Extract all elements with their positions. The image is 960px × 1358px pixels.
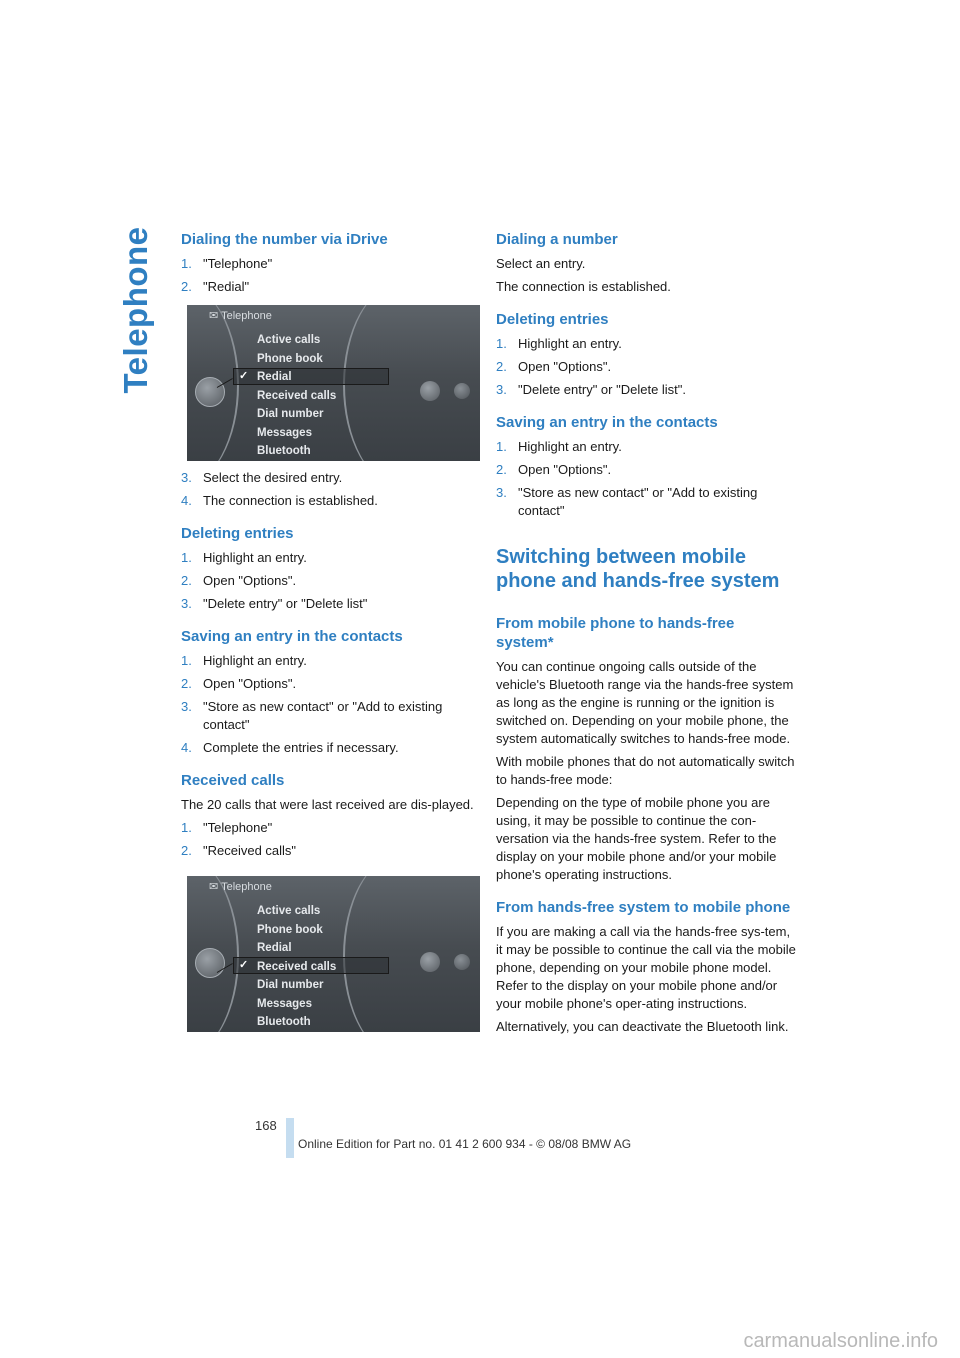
controller-knob-icon — [195, 948, 225, 978]
paragraph: Depending on the type of mobile phone you are using, it may be possible to continue the con-versation via the hands-free system. Refer to the display on your mobile phone and/or your mobile phone's operating instructions. — [496, 795, 777, 882]
dial-steps-a — [181, 255, 481, 296]
knob-icon — [454, 383, 470, 399]
list-item: 1. "Telephone" — [181, 256, 273, 271]
list-item: 1. Highlight an entry. — [181, 550, 307, 565]
heading-deleting-entries: Deleting entries — [181, 525, 294, 542]
list-item: 3. "Store as new contact" or "Add to existing contact" — [181, 699, 443, 732]
list-item: 1. Highlight an entry. — [496, 439, 622, 454]
right-column — [496, 230, 796, 1041]
heading-received-calls: Received calls — [181, 772, 285, 789]
idrive-screen-received-calls — [187, 876, 480, 1032]
menu-item: Redial — [257, 371, 292, 383]
check-icon: ✓ — [239, 959, 249, 971]
list-item: 2. Open "Options". — [496, 359, 612, 374]
list-item: 3. Select the desired entry. — [181, 470, 343, 485]
knob-icon — [454, 954, 470, 970]
menu-item: Bluetooth — [257, 1016, 311, 1028]
list-item: 1. "Telephone" — [181, 820, 273, 835]
edition-text: Online Edition for Part no. 01 41 2 600 934 - © 08/08 BMW AG — [298, 1137, 632, 1151]
knob-icon — [420, 381, 440, 401]
heading-switching: Switching between mobile phone and hands-free system — [496, 546, 780, 592]
delete-steps — [181, 549, 481, 613]
watermark: carmanualsonline.info — [743, 1330, 938, 1352]
list-item: 2. "Received calls" — [181, 843, 297, 858]
menu-item: Redial — [257, 942, 292, 954]
knob-icon — [420, 952, 440, 972]
list-item: 1. Highlight an entry. — [496, 336, 622, 351]
menu-item: Messages — [257, 426, 312, 439]
paragraph: If you are making a call via the hands-free sys-tem, it may be possible to continue the call via the mobile phone, depending on your mobile phone model. Refer to the display on your mobile phone and/or your mobile phone's oper-ating instructions. — [496, 924, 796, 1011]
heading-saving-entry: Saving an entry in the contacts — [181, 628, 403, 645]
menu-item: Active calls — [257, 334, 321, 346]
controller-knob-icon — [195, 377, 225, 407]
list-item: 4. The connection is established. — [181, 493, 378, 508]
screen-menu — [257, 902, 336, 1032]
footer-bar — [286, 1118, 294, 1158]
menu-item: Messages — [257, 997, 312, 1010]
list-item: 3. "Store as new contact" or "Add to existing contact" — [496, 485, 758, 518]
list-item: 1. Highlight an entry. — [181, 653, 307, 668]
paragraph: The connection is established. — [496, 279, 671, 294]
list-item: 4. Complete the entries if necessary. — [181, 740, 399, 755]
received-steps — [181, 819, 481, 860]
check-icon: ✓ — [239, 370, 249, 382]
list-item: 2. Open "Options". — [496, 462, 612, 477]
page-number: 168 — [255, 1118, 277, 1133]
save-steps — [496, 438, 796, 520]
screen-title: ✉︎ Telephone — [209, 310, 272, 322]
heading-dialing-number: Dialing a number — [496, 231, 618, 248]
menu-item: Received calls — [257, 389, 337, 402]
heading-deleting-entries: Deleting entries — [496, 311, 609, 328]
menu-item: Received calls — [257, 960, 337, 973]
section-tab — [116, 226, 156, 394]
list-item: 3. "Delete entry" or "Delete list". — [496, 382, 687, 397]
heading-handsfree-to-mobile: From hands-free system to mobile phone — [496, 899, 791, 916]
idrive-screen-redial — [187, 305, 480, 461]
screen-menu — [257, 331, 336, 461]
paragraph: Alternatively, you can deactivate the Bluetooth link. — [496, 1019, 789, 1034]
heading-saving-entry: Saving an entry in the contacts — [496, 414, 718, 431]
menu-item: Phone book — [257, 352, 323, 365]
menu-item: Dial number — [257, 979, 324, 991]
section-tab-label: Telephone — [117, 226, 154, 394]
save-steps — [181, 652, 481, 757]
list-item: 2. "Redial" — [181, 279, 250, 294]
paragraph: You can continue ongoing calls outside of the vehicle's Bluetooth range via the hands-free system as long as the engine is running or the ignition is switched on. Depending on your mobile phone, the system automatically switches to hands-free mode. — [496, 659, 794, 746]
menu-item: Bluetooth — [257, 445, 311, 457]
dial-steps-b — [181, 469, 481, 510]
menu-item: Phone book — [257, 923, 323, 936]
screen-title: ✉︎ Telephone — [209, 881, 272, 893]
received-intro: The 20 calls that were last received are dis-played. — [181, 797, 474, 812]
menu-item: Dial number — [257, 408, 324, 420]
delete-steps — [496, 335, 796, 399]
list-item: 2. Open "Options". — [181, 573, 297, 588]
paragraph: Select an entry. — [496, 256, 586, 271]
list-item: 3. "Delete entry" or "Delete list" — [181, 596, 368, 611]
list-item: 2. Open "Options". — [181, 676, 297, 691]
left-column — [181, 230, 481, 1040]
heading-dialing-idrive: Dialing the number via iDrive — [181, 231, 388, 248]
menu-item: Active calls — [257, 905, 321, 917]
heading-mobile-to-handsfree: From mobile phone to hands-free system* — [496, 615, 735, 651]
paragraph: With mobile phones that do not automatically switch to hands-free mode: — [496, 754, 795, 787]
